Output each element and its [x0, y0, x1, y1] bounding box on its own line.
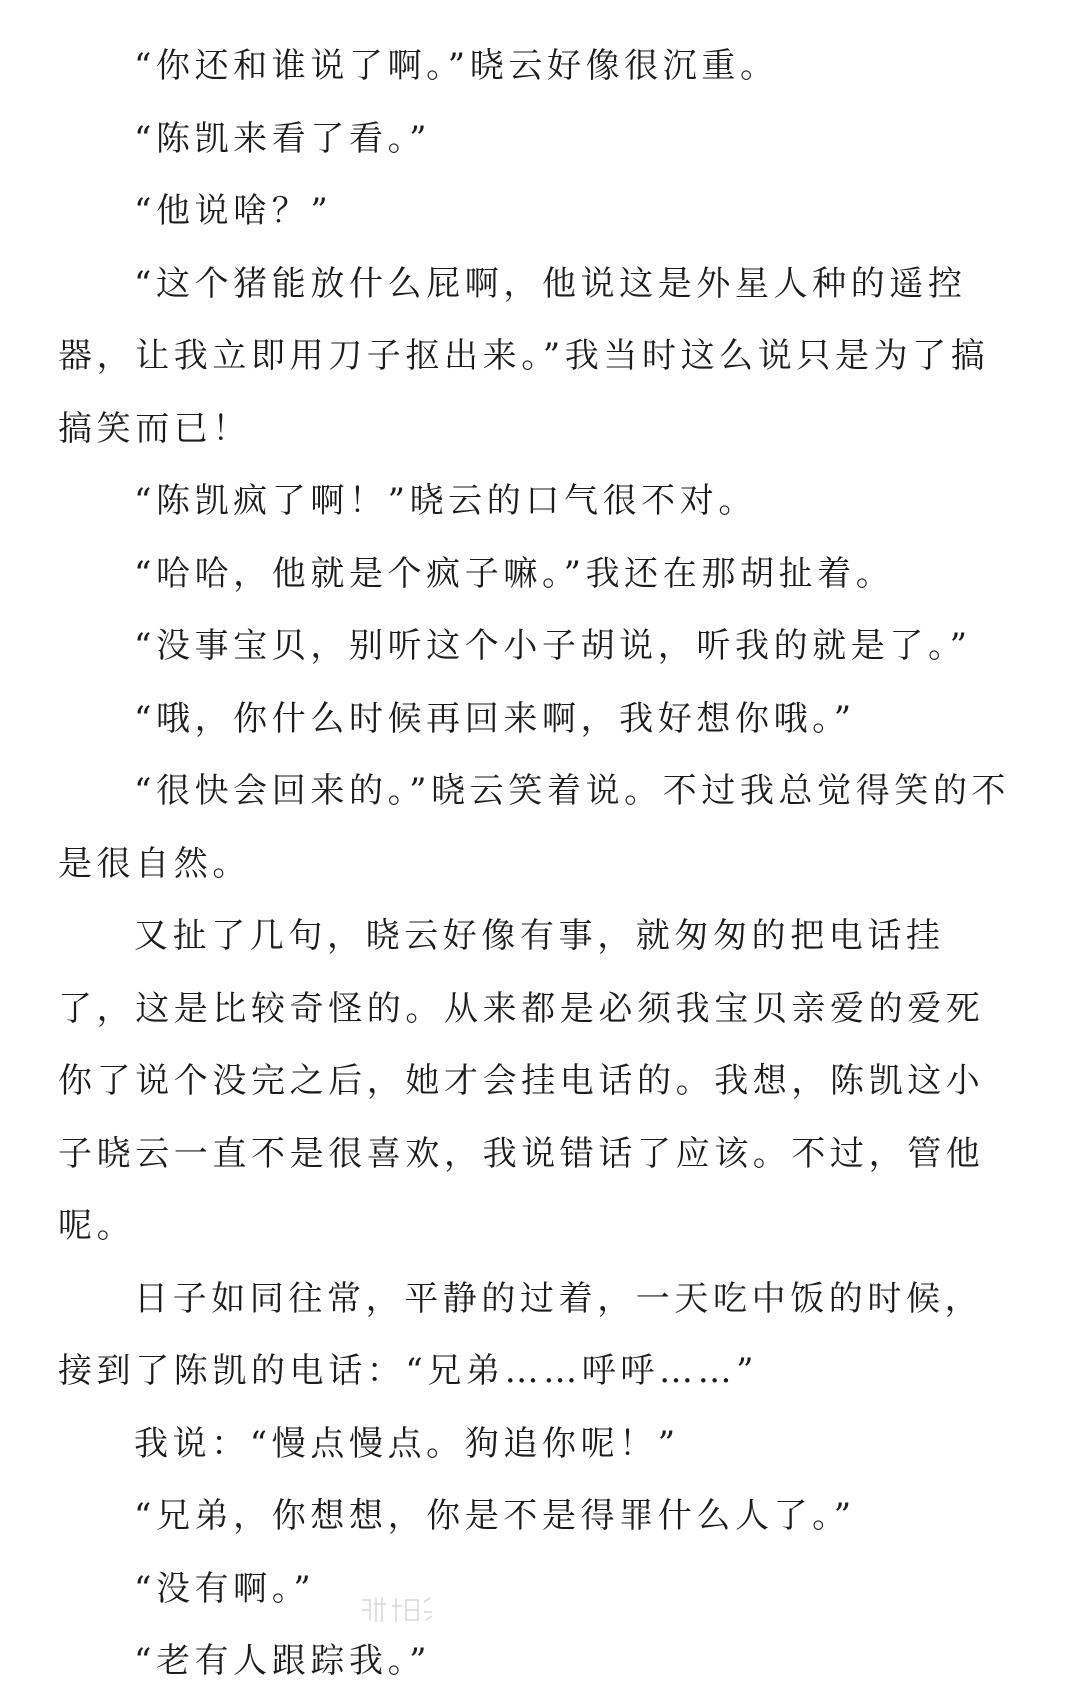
paragraph: “兄弟，你想想，你是不是得罪什么人了。”: [134, 1496, 856, 1536]
paragraph: “哈哈，他就是个疯子嘛。”我还在那胡扯着。: [134, 553, 895, 594]
watermark-icon: [356, 1590, 436, 1630]
paragraph: “哦，你什么时候再回来啊，我好想你哦。”: [134, 698, 856, 739]
story-text: [58, 30, 1018, 1698]
paragraph: 我说：“慢点慢点。狗追你呢！”: [134, 1423, 680, 1464]
paragraph: “没有啊。”: [134, 1568, 316, 1609]
paragraph: 日子如同往常，平静的过着，一天吃中饭的时候，接到了陈凯的电话：“兄弟……呼呼……”: [58, 1278, 984, 1391]
paragraph: “你还和谁说了啊。”晓云好像很沉重。: [134, 46, 779, 86]
paragraph: “老有人跟踪我。”: [134, 1641, 432, 1681]
paragraph: “他说啥？”: [134, 191, 333, 231]
paragraph: “很快会回来的。”晓云笑着说。不过我总觉得笑的不是很自然。: [58, 771, 1011, 884]
paragraph: “陈凯疯了啊！”晓云的口气很不对。: [134, 481, 757, 521]
paragraph: “没事宝贝，别听这个小子胡说，听我的就是了。”: [134, 626, 972, 666]
paragraph: “陈凯来看了看。”: [134, 118, 432, 159]
paragraph: “这个猪能放什么屁啊，他说这是外星人种的遥控器，让我立即用刀子抠出来。”我当时这么说只是为了搞搞笑而已！: [58, 263, 990, 449]
paragraph: 又扯了几句，晓云好像有事，就匆匆的把电话挂了，这是比较奇怪的。从来都是必须我宝贝亲爱的爱死你了说个没完之后，她才会挂电话的。我想，陈凯这小子晓云一直不是很喜欢，我说错话了应该。不过，管他呢。: [58, 916, 985, 1246]
